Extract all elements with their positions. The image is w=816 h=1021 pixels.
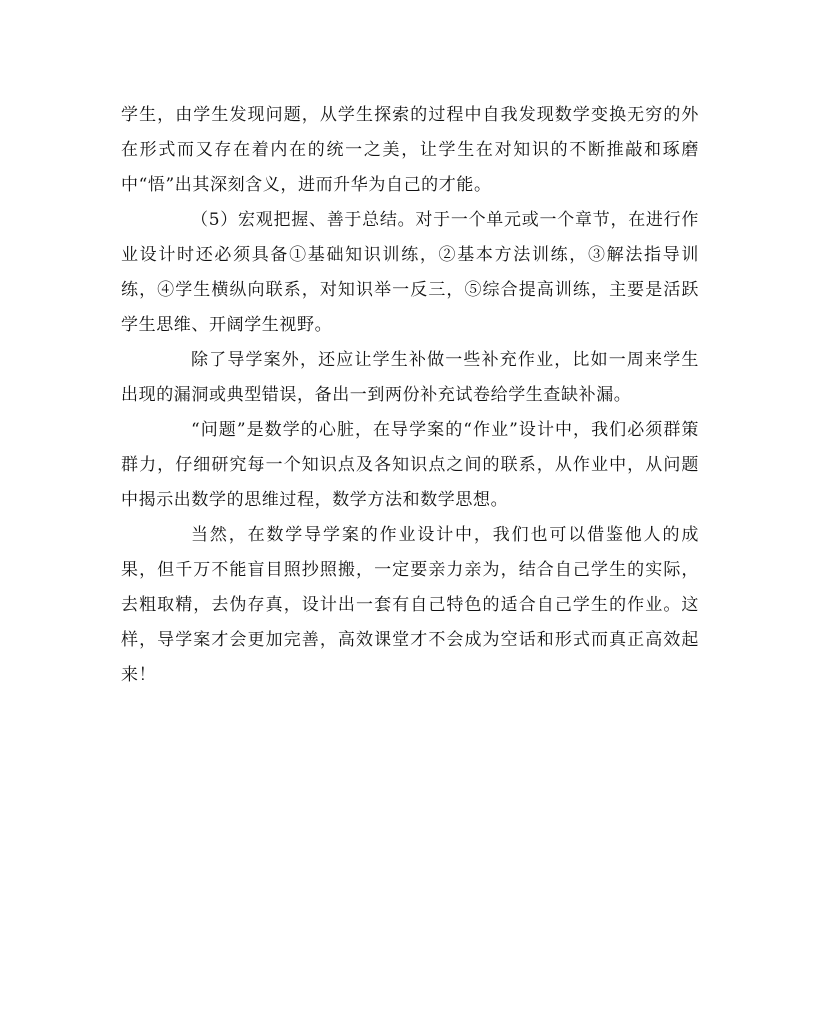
- paragraph-supplementary-homework: 除了导学案外，还应让学生补做一些补充作业，比如一周来学生出现的漏洞或典型错误，备出一到两份补充试卷给学生查缺补漏。: [121, 350, 699, 405]
- paragraph-macro-summary: （5）宏观把握、善于总结。对于一个单元或一个章节，在进行作业设计时还必须具备①基础知识训练，②基本方法训练，③解法指导训练，④学生横纵向联系，对知识举一反三，⑤综合提高训练，主要是活跃学生思维、开阔学生视野。: [121, 210, 699, 335]
- paragraph-continuation: 学生，由学生发现问题，从学生探索的过程中自我发现数学变换无穷的外在形式而又存在着内在的统一之美，让学生在对知识的不断推敲和琢磨中“悟”出其深刻含义，进而升华为自己的才能。: [121, 105, 699, 195]
- paragraph-problem-heart: “问题”是数学的心脏，在导学案的“作业”设计中，我们必须群策群力，仔细研究每一个知识点及各知识点之间的联系，从作业中，从问题中揭示出数学的思维过程，数学方法和数学思想。: [121, 420, 699, 510]
- document-body: [121, 98, 699, 693]
- paragraph-conclusion: 当然，在数学导学案的作业设计中，我们也可以借鉴他人的成果，但千万不能盲目照抄照搬，一定要亲力亲为，结合自己学生的实际，去粗取精，去伪存真，设计出一套有自己特色的适合自己学生的作业。这样，导学案才会更加完善，高效课堂才不会成为空话和形式而真正高效起来！: [121, 525, 699, 685]
